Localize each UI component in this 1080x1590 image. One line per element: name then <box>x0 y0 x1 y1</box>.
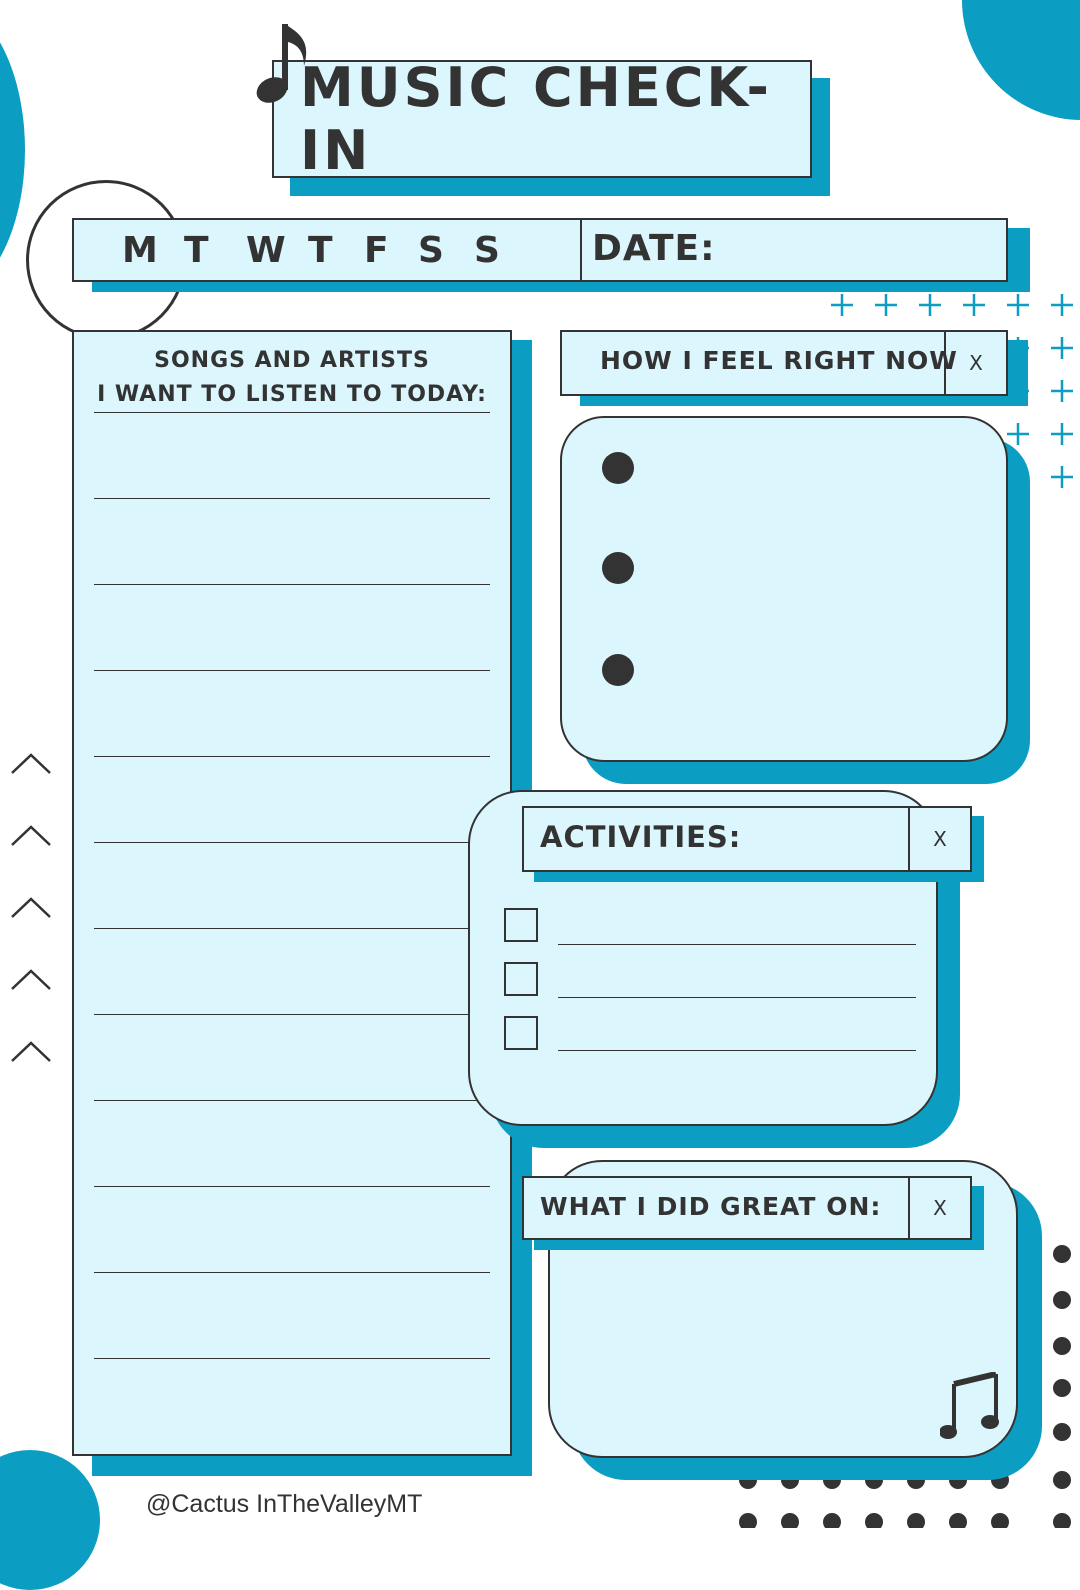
feel-box[interactable] <box>560 416 1008 762</box>
corner-circle-top-right <box>962 0 1080 120</box>
great-header <box>522 1176 972 1240</box>
feel-label: HOW I FEEL RIGHT NOW <box>600 346 958 375</box>
feel-header <box>560 330 1008 396</box>
bullet-dot <box>602 654 634 686</box>
songs-heading <box>74 344 510 412</box>
day-thursday[interactable]: T <box>308 229 334 271</box>
chevron-stack-decoration <box>8 745 58 1075</box>
songs-panel <box>72 330 512 1456</box>
great-label: WHAT I DID GREAT ON: <box>540 1192 882 1221</box>
activity-line[interactable] <box>558 944 916 945</box>
day-wednesday[interactable]: W <box>246 229 287 271</box>
days-bar <box>72 218 1008 282</box>
day-monday[interactable]: M <box>122 229 159 271</box>
credit-text: @Cactus InTheValleyMT <box>146 1490 423 1518</box>
song-entry-line[interactable] <box>94 1100 490 1101</box>
beamed-notes-icon <box>940 1372 1002 1446</box>
activities-header <box>522 806 972 872</box>
song-entry-line[interactable] <box>94 1272 490 1273</box>
date-label: DATE: <box>592 228 716 269</box>
song-entry-line[interactable] <box>94 498 490 499</box>
song-entry-line[interactable] <box>94 756 490 757</box>
day-friday[interactable]: F <box>364 229 390 271</box>
song-entry-line[interactable] <box>94 412 490 413</box>
title-box <box>272 56 812 182</box>
activity-line[interactable] <box>558 1050 916 1051</box>
page-title: MUSIC CHECK-IN <box>300 56 772 182</box>
activities-label: ACTIVITIES: <box>540 820 742 854</box>
activity-checkbox[interactable] <box>504 908 538 942</box>
activity-line[interactable] <box>558 997 916 998</box>
day-saturday[interactable]: S <box>418 229 445 271</box>
date-divider <box>580 220 582 280</box>
song-entry-line[interactable] <box>94 1358 490 1359</box>
day-tuesday[interactable]: T <box>184 229 210 271</box>
song-entry-line[interactable] <box>94 842 490 843</box>
song-entry-line[interactable] <box>94 928 490 929</box>
activities-close-button[interactable]: X <box>908 808 970 870</box>
songs-heading-line2: I WANT TO LISTEN TO TODAY: <box>97 382 487 407</box>
song-entry-line[interactable] <box>94 670 490 671</box>
activity-checkbox[interactable] <box>504 1016 538 1050</box>
day-sunday[interactable]: S <box>474 229 501 271</box>
great-close-button[interactable]: X <box>908 1178 970 1238</box>
bullet-dot <box>602 452 634 484</box>
activity-checkbox[interactable] <box>504 962 538 996</box>
date-field[interactable] <box>724 226 994 274</box>
songs-heading-line1: SONGS AND ARTISTS <box>154 348 430 373</box>
corner-circle-bottom-left <box>0 1450 100 1590</box>
song-entry-line[interactable] <box>94 584 490 585</box>
feel-close-button[interactable]: X <box>944 332 1006 394</box>
edge-circle-left <box>0 0 25 300</box>
weekday-row <box>122 220 514 280</box>
song-entry-line[interactable] <box>94 1014 490 1015</box>
song-entry-line[interactable] <box>94 1186 490 1187</box>
bullet-dot <box>602 552 634 584</box>
eighth-note-icon <box>252 18 316 108</box>
